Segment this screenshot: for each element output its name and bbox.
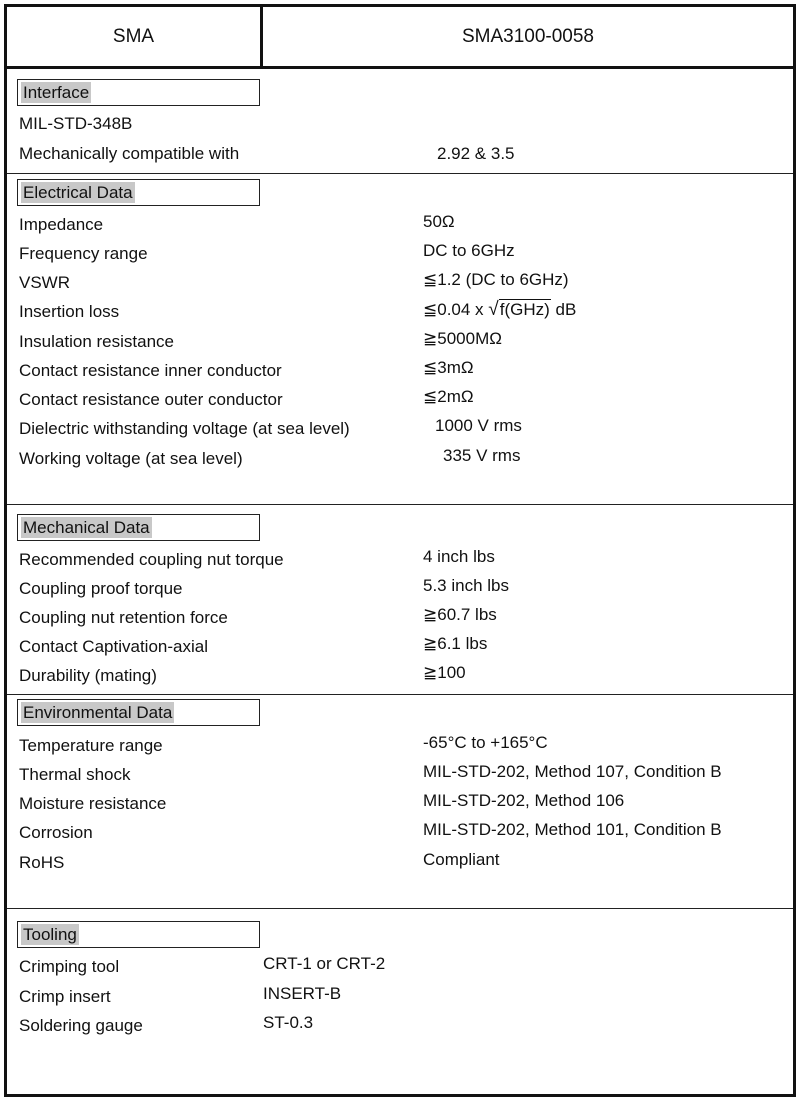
spec-label: Insulation resistance	[19, 332, 174, 351]
spec-row	[7, 387, 793, 413]
spec-row	[7, 762, 793, 788]
spec-label: Dielectric withstanding voltage (at sea level)	[19, 419, 350, 438]
spec-value: ST-0.3	[263, 1013, 314, 1032]
spec-row	[7, 634, 793, 660]
spec-label: Mechanically compatible with	[19, 144, 240, 163]
environmental-title-box	[17, 699, 260, 726]
spec-value: ≦3mΩ	[423, 358, 474, 377]
spec-value: ≧100	[423, 663, 466, 682]
spec-value: MIL-STD-202, Method 107, Condition B	[423, 762, 722, 781]
square-root-icon: √f(GHz)	[488, 299, 550, 320]
spec-label: Coupling proof torque	[19, 579, 183, 598]
mechanical-section	[7, 505, 793, 695]
spec-label: Crimping tool	[19, 957, 120, 976]
insertion-loss-prefix: ≦0.04 x	[423, 300, 489, 319]
tooling-title-box	[17, 921, 260, 948]
spec-row	[7, 270, 793, 296]
spec-value	[423, 299, 576, 321]
spec-value: MIL-STD-202, Method 101, Condition B	[423, 820, 722, 839]
spec-label: Coupling nut retention force	[19, 608, 228, 627]
insertion-loss-radicand: f(GHz)	[499, 300, 550, 319]
spec-label: Recommended coupling nut torque	[19, 550, 284, 569]
connector-type: SMA	[7, 7, 263, 66]
electrical-title-box	[17, 179, 260, 206]
spec-value: Compliant	[423, 850, 500, 869]
spec-value: INSERT-B	[263, 984, 342, 1003]
spec-value: 4 inch lbs	[423, 547, 495, 566]
spec-value: ≧60.7 lbs	[423, 605, 497, 624]
spec-label: Moisture resistance	[19, 794, 167, 813]
spec-label: RoHS	[19, 853, 65, 872]
spec-row	[7, 141, 793, 167]
interface-section	[7, 69, 793, 174]
spec-value: 50Ω	[423, 212, 455, 231]
spec-row	[7, 241, 793, 267]
spec-value: 335 V rms	[443, 446, 521, 465]
spec-row	[7, 111, 793, 137]
mechanical-title-box	[17, 514, 260, 541]
spec-value: 1000 V rms	[435, 416, 522, 435]
spec-row	[7, 416, 793, 442]
spec-row	[7, 820, 793, 846]
spec-label: VSWR	[19, 273, 70, 292]
electrical-title: Electrical Data	[23, 183, 133, 202]
interface-title-box	[17, 79, 260, 106]
spec-label: Crimp insert	[19, 987, 111, 1006]
spec-sheet	[4, 4, 796, 1097]
spec-row	[7, 547, 793, 573]
spec-label: Insertion loss	[19, 302, 120, 321]
spec-value: ≦1.2 (DC to 6GHz)	[423, 270, 569, 289]
spec-row	[7, 299, 793, 325]
insertion-loss-suffix: dB	[550, 300, 577, 319]
spec-label: Thermal shock	[19, 765, 131, 784]
spec-value: 2.92 & 3.5	[437, 144, 515, 163]
spec-row	[7, 605, 793, 631]
spec-label: Corrosion	[19, 823, 93, 842]
mechanical-title: Mechanical Data	[23, 518, 150, 537]
interface-title: Interface	[23, 83, 90, 102]
spec-label: Working voltage (at sea level)	[19, 449, 243, 468]
spec-row	[7, 446, 793, 472]
environmental-section	[7, 695, 793, 909]
part-number: SMA3100-0058	[461, 25, 595, 47]
spec-label: Frequency range	[19, 244, 148, 263]
spec-label: Contact resistance outer conductor	[19, 390, 283, 409]
spec-value: 5.3 inch lbs	[423, 576, 509, 595]
spec-value: -65°C to +165°C	[423, 733, 548, 752]
spec-value: ≧6.1 lbs	[423, 634, 488, 653]
tooling-section	[7, 909, 793, 1094]
spec-label: Soldering gauge	[19, 1016, 143, 1035]
spec-row	[7, 1013, 793, 1039]
spec-row	[7, 212, 793, 238]
spec-value: ≦2mΩ	[423, 387, 474, 406]
spec-label: Impedance	[19, 215, 104, 234]
spec-row	[7, 663, 793, 689]
spec-row	[7, 576, 793, 602]
spec-value: MIL-STD-202, Method 106	[423, 791, 625, 810]
spec-value: CRT-1 or CRT-2	[263, 954, 386, 973]
spec-row	[7, 791, 793, 817]
spec-value: ≧5000MΩ	[423, 329, 502, 348]
spec-label: MIL-STD-348B	[19, 114, 133, 133]
spec-label: Contact Captivation-axial	[19, 637, 208, 656]
spec-label: Durability (mating)	[19, 666, 157, 685]
spec-label: Temperature range	[19, 736, 163, 755]
spec-row	[7, 850, 793, 876]
electrical-section	[7, 174, 793, 505]
header-row	[7, 7, 793, 69]
spec-row	[7, 954, 793, 980]
spec-row	[7, 733, 793, 759]
spec-row	[7, 358, 793, 384]
spec-value: DC to 6GHz	[423, 241, 515, 260]
tooling-title: Tooling	[23, 925, 77, 944]
spec-row	[7, 984, 793, 1010]
spec-row	[7, 329, 793, 355]
spec-label: Contact resistance inner conductor	[19, 361, 282, 380]
environmental-title: Environmental Data	[23, 703, 173, 722]
